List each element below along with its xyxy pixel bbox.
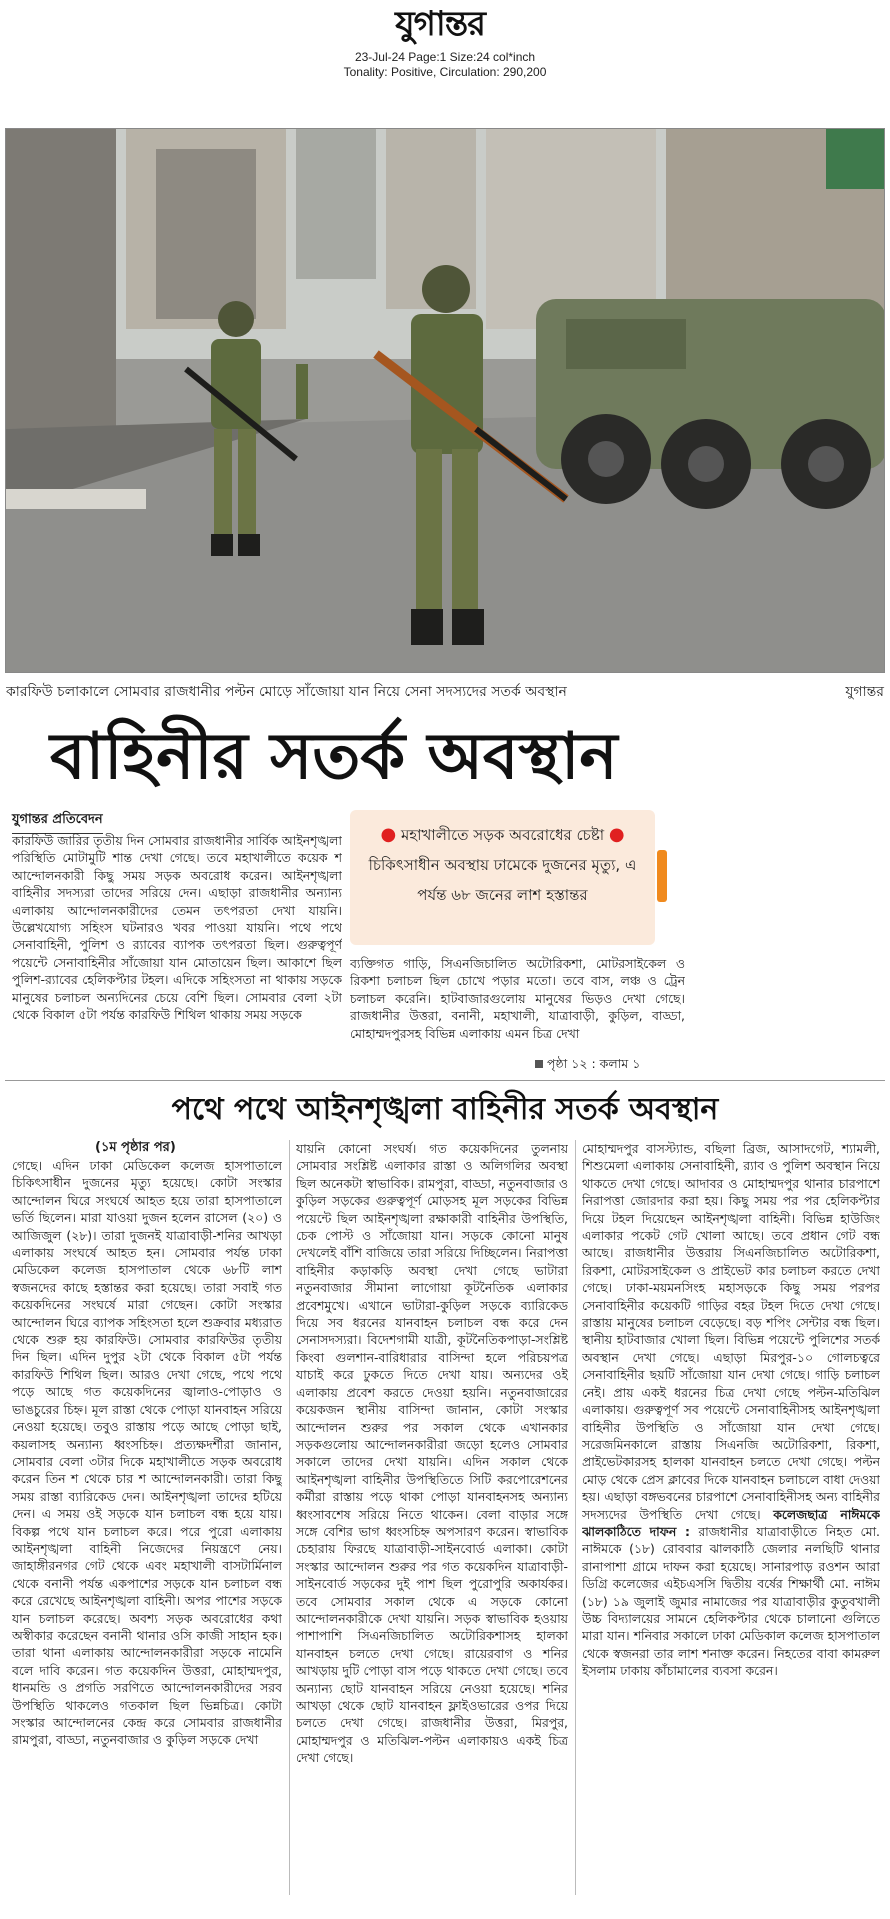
lead-paragraph: কারফিউ জারির তৃতীয় দিন সোমবার রাজধানীর সার্বিক আইনশৃঙ্খলা পরিস্থিতি মোটামুটি শান্ত দেখা গেছে। তবে মহাখালীতে কয়েক শ আন্দোলনকারী কিছু সময় সড়ক অবরোধ করেন। আইনশৃঙ্খলা বাহিনীর সদস্যরা তাদের সরিয়ে দেন। এছাড়া রাজধানীর অন্যান্য এলাকায় আন্দোলনকারীদের তেমন তৎপরতা দেখা যায়নি। উল্লেখযোগ্য সহিংস ঘটনারও খবর পাওয়া যায়নি। পথে পথে সেনাবাহিনী, পুলিশ ও র‌্যাবের ব্যাপক তৎপরতা ছিল। গুরুত্বপূর্ণ পয়েন্টে সেনাবাহিনীর সাঁজোয়া যান মোতায়েন ছিল। আকাশে ছিল পুলিশ-র‌্যাবের হেলিকপ্টার টহল। এদিকে সহিংসতা না থাকায় সড়কে মানুষের চলাচল অন্যদিনের চেয়ে বেশি ছিল। সোমবার বেলা ২টা থেকে বিকাল ৫টা পর্যন্ত কারফিউ শিথিল থাকায় সময় সড়কে [12, 833, 342, 1023]
news-photo [5, 128, 885, 673]
pull-quote-accent-tab [657, 850, 667, 902]
continued-from-label: (১ম পৃষ্ঠার পর) [95, 1140, 176, 1155]
continued-on [535, 1056, 640, 1076]
pull-quote-line-1: মহাখালীতে সড়ক অবরোধের চেষ্টা [400, 826, 605, 844]
square-bullet-icon [535, 1060, 543, 1068]
body-column-3-text-b: রাজধানীর যাত্রাবাড়ীতে নিহত মো. নাঈমকে (১৮) রোববার ঝালকাঠি জেলার নলছিটি থানার রানাপাশা গ্রামে দাফন করা হয়েছে। সানারপাড় রওশন আরা ডিগ্রি কলেজের এইচএসসি দ্বিতীয় বর্ষের শিক্ষার্থী মো. নাঈম (১৮) ১৯ জুলাই জুমার নামাজের পর যাত্রাবাড়ীর কুতুবখালী উচ্চ বিদ্যালয়ের সামনে হেলিকপ্টার থেকে চালানো গুলিতে মারা যান। শনিবার সকালে ঢাকা মেডিকাল কলেজ হাসপাতাল থেকে স্বজনরা তার লাশ শনাক্ত করেন। নিহতের বাবা কামরুল ইসলাম ঢাকায় কাঁচামালের ব্যবসা করেন। [582, 1523, 880, 1679]
lead-paragraph-continued: ব্যক্তিগত গাড়ি, সিএনজিচালিত অটোরিকশা, মোটরসাইকেল ও রিকশা চলাচল ছিল চোখে পড়ার মতো। তবে বাস, লঞ্চ ও ট্রেন চলাচল করেনি। হাটবাজারগুলোয় মানুষের ভিড়ও দেখা গেছে। রাজধানীর উত্তরা, বনানী, মহাখালী, যাত্রাবাড়ী, কুড়িল, বাড্ডা, মোহাম্মদপুরসহ বিভিন্ন এলাকায় এমন চিত্র দেখা [350, 956, 685, 1041]
continued-on-label: পৃষ্ঠা ১২ : কলাম ১ [547, 1056, 641, 1071]
pull-quote [350, 810, 655, 945]
newspaper-logo: যুগান্তর [395, 4, 485, 44]
pull-quote-line-2: চিকিৎসাধীন অবস্থায় ঢামেকে দুজনের মৃত্যু, এ পর্যন্ত ৬৮ জনের লাশ হস্তান্তর [368, 856, 637, 904]
column-rule [289, 1140, 290, 1895]
bullet-dot-icon: ● [380, 824, 397, 845]
column-rule [575, 1140, 576, 1895]
bullet-dot-icon: ● [608, 824, 625, 845]
clipping-meta-tonality: Tonality: Positive, Circulation: 290,200 [343, 65, 547, 79]
photo-caption: কারফিউ চলাকালে সোমবার রাজধানীর পল্টন মোড়ে সাঁজোয়া যান নিয়ে সেনা সদস্যদের সতর্ক অবস্থান [6, 684, 567, 700]
section-divider [5, 1080, 885, 1081]
body-column-3 [582, 1140, 880, 1897]
sub-section-heading: কলেজছাত্র নাঈমকে ঝালকাঠিতে দাফন : [582, 1506, 880, 1539]
masthead [0, 0, 890, 100]
clipping-meta-date: 23-Jul-24 Page:1 Size:24 col*inch [354, 50, 536, 64]
body-column-1: গেছে। এদিন ঢাকা মেডিকেল কলেজ হাসপাতালে চিকিৎসাধীন দুজনের মৃত্যু হয়েছে। কোটা সংস্কার আন্দোলন ঘিরে সংঘর্ষে আহত হয়ে তারা হাসপাতালে ভর্তি ছিলেন। মারা যাওয়া দুজন হলেন রাসেল (২০) ও আজিজুল (২৮)। তারা দুজনই যাত্রাবাড়ী-শনির আখড়া এলাকায় সংঘর্ষে আহত হন। সোমবার পর্যন্ত ঢাকা মেডিকেল কলেজ হাসপাতাল থেকে ৬৮টি লাশ স্বজনদের কাছে হস্তান্তর করা হয়েছে। তারা সবাই গত কয়েকদিনের সংঘর্ষে মারা গেছেন। কোটা সংস্কার আন্দোলন ঘিরে ব্যাপক সহিংসতা হলে শুক্রবার মধ্যরাত থেকে শুরু হয় কারফিউ। সোমবার কারফিউর তৃতীয় দিন ছিল। এদিন দুপুর ২টা থেকে বিকাল ৫টা পর্যন্ত কারফিউ শিথিল ছিল। আরও দেখা গেছে, পথে পথে পড়ে আছে গত কয়েকদিনের জ্বালাও-পোড়াও ও ভাঙচুরের চিহ্ন। মূল রাস্তা থেকে পোড়া যানবাহন সরিয়ে নেওয়া হয়েছে। তবুও রাস্তায় পড়ে আছে পোড়া ছাই, কয়লাসহ অন্যান্য ধ্বংসচিহ্ন। প্রত্যক্ষদর্শীরা জানান, সোমবার বেলা ৩টার দিকে মহাখালীতে সড়ক অবরোধ করেন তিন শ থেকে চার শ আন্দোলনকারী। তারা কিছু সময় রাস্তা ব্যারিকেড দেন। আইনশৃঙ্খলা তাদের হটিয়ে দেন। এ সময় ওই সড়কে যান চলাচল বন্ধ হয়ে যায়। বিকল্প পথে যান চলাচল করে। পরে পুরো এলাকায় আইনশৃঙ্খলা বাহিনী নিজেদের নিয়ন্ত্রণে নেয়। জাহাঙ্গীরনগর গেট থেকে এবং মহাখালী বাসটার্মিনাল থেকে বনানী পর্যন্ত একপাশের সড়কে যান চলাচল বন্ধ করে রেখেছে আইনশৃঙ্খলা বাহিনী। অপর পাশের সড়কে যান চলাচল করেছে। অবশ্য সড়ক অবরোধের কথা অস্বীকার করেছেন বনানী থানার ওসি কাজী সাহান হক। তারা থানা এলাকায় আন্দোলনকারীরা সড়কে নামেনি বলে দাবি করেন। গত কয়েকদিন উত্তরা, মোহাম্মদপুর, ধানমন্ডি ও প্রগতি সরণিতে আন্দোলনকারীদের সরব উপস্থিতি থাকলেও গতকাল ছিল ভিন্নচিত্র। কোটা সংস্কার আন্দোলনের কেন্দ্র করে সোমবার রাজধানীর রামপুরা, বাড্ডা, নতুনবাজার ও কুড়িল সড়কে দেখা [12, 1158, 282, 1748]
body-column-2: যায়নি কোনো সংঘর্ষ। গত কয়েকদিনের তুলনায় সোমবার সংশ্লিষ্ট এলাকার রাস্তা ও অলিগলির অবস্থা ছিল অনেকটা স্বাভাবিক। রামপুরা, বাড্ডা, নতুনবাজার ও কুড়িল সড়কের গুরুত্বপূর্ণ মোড়সহ মূল সড়কের বিভিন্ন পয়েন্টে ছিল আইনশৃঙ্খলা রক্ষাকারী বাহিনীর উপস্থিতি, চেক পোস্ট ও সাঁজোয়া যান। সড়কে কোনো মানুষ দেখলেই বাঁশি বাজিয়ে তারা সরিয়ে দিচ্ছিলেন। নিরাপত্তা বাহিনীর কড়াকড়ি অবস্থা দেখা গেছে ভাটারা নতুনবাজার সীমানা লাগোয়া কূটনৈতিক এলাকার প্রবেশমুখে। এখানে ভাটারা-কুড়িল সড়কে ব্যারিকেড দিয়ে সব ধরনের যানবাহন চলাচল বন্ধ করে দেন সেনাসদস্যরা। বিদেশগামী যাত্রী, কূটনৈতিকপাড়া-সংশ্লিষ্ট কিংবা গুলশান-বারিধারার বাসিন্দা হলে পরিচয়পত্র যাচাই করে ঢুকতে দিতে দেখা যায়। অন্যদের ওই এলাকায় প্রবেশ করতে দেওয়া হয়নি। নতুনবাজারের কয়েকজন স্থানীয় বাসিন্দা জানান, কোটা সংস্কার আন্দোলন শুরুর পর সকাল থেকে এখানকার সড়কগুলোয় আন্দোলনকারীরা জড়ো হলেও সোমবার সকালে তাদের দেখা যায়নি। এদিন সকাল থেকে আইনশৃঙ্খলা বাহিনীর উপস্থিতিতে সিটি করপোরেশনের কর্মীরা রাস্তায় পড়ে থাকা পোড়া যানবাহনসহ অন্যান্য ধ্বংসাবশেষ সরিয়ে নিতে থাকেন। বেলা বাড়ার সঙ্গে সঙ্গে বেশির ভাগ ধ্বংসচিহ্ন অপসারণ করেন। স্বাভাবিক চেহারায় ফিরছে যাত্রাবাড়ী-সাইনবোর্ড এলাকা। কোটা সংস্কার আন্দোলন শুরুর পর গত কয়েকদিন যাত্রাবাড়ী-সাইনবোর্ড সড়কের দুই পাশ ছিল পুরোপুরি অকার্যকর। তবে সোমবার সকাল থেকে এ সড়কে কোনো আন্দোলনকারীকে দেখা যায়নি। সড়ক স্বাভাবিক হওয়ায় পাশাপাশি সিএনজিচালিত অটোরিকশাসহ হালকা যানবাহন চলতে দেখা গেছে। রায়েরবাগ ও শনির আখড়ায় দুটি পোড়া বাস পড়ে থাকতে দেখা গেছে। তবে অন্যান্য ছোট যানবাহন সরিয়ে নেওয়া হয়েছে। শনির আখড়া থেকে ছোট যানবাহন ফ্লাইওভারের ওপর দিয়ে চলতে দেখা গেছে। রাজধানীর উত্তরা, মিরপুর, মোহাম্মদপুর ও মতিঝিল-পল্টন এলাকায়ও একই চিত্র দেখা গেছে। [296, 1141, 568, 1766]
byline: যুগান্তর প্রতিবেদন [12, 810, 103, 834]
photo-credit: যুগান্তর [845, 684, 884, 700]
body-column-3-text: মোহাম্মদপুর বাসস্ট্যান্ড, বছিলা ব্রিজ, আসাদগেট, শ্যামলী, শিশুমেলা এলাকায় সেনাবাহিনী, র‌্যাব ও পুলিশ অবস্থান নিয়ে থাকতে দেখা গেছে। আদাবর ও মোহাম্মদপুর থানার চারপাশে নিরাপত্তা জোরদার করা হয়। কিছু সময় পর পর হেলিকপ্টার দিয়ে টহল দিয়েছেন আইনশৃঙ্খলা বাহিনী। বিভিন্ন হাউজিং এলাকার পকেট গেট খোলা আছে। তবে প্রধান গেট বন্ধ আছে। রাজধানীর উত্তরায় সিএনজিচালিত অটোরিকশা, রিকশা, মোটরসাইকেল ও প্রাইভেট কার চলাচল করতে দেখা গেছে। ঢাকা-ময়মনসিংহ মহাসড়কে কিছু সময় পরপর সেনাবাহিনীর কয়েকটি গাড়ির বহর টহল দিতে দেখা গেছে। রাস্তায় মানুষের চলাচল বেড়েছে। বড় শপিং সেন্টার বন্ধ ছিল। স্থানীয় হাটবাজার খোলা ছিল। বিভিন্ন পয়েন্টে পুলিশের সতর্ক অবস্থান দেখা গেছে। এছাড়া মিরপুর-১০ গোলচত্বরে সেনাবাহিনীর ছয়টি সাঁজোয়া যান দেখা গেছে। গাড়ি চলাচল নেই। প্রায় একই ধরনের চিত্র দেখা গেছে পল্টন-মতিঝিল এলাকায়। গুরুত্বপূর্ণ সব পয়েন্টে সেনাবাহিনীসহ আইনশৃঙ্খলা বাহিনীর উপস্থিতি ও সাঁজোয়া যান দেখা গেছে। সরেজমিনকালে রাস্তায় সিএনজি অটোরিকশা, রিকশা, প্রাইভেটকারসহ হালকা যানবাহন চলতে দেখা গেছে। পল্টন মোড় থেকে প্রেস ক্লাবের দিকে যানবাহন চলাচলে বাধা দেওয়া হয়। এছাড়া বঙ্গভবনের চারপাশে সেনাবাহিনীসহ অন্য বাহিনীর সদস্যদের উপস্থিতি দেখা গেছে। [582, 1141, 880, 1522]
continuation-headline: পথে পথে আইনশৃঙ্খলা বাহিনীর সতর্ক অবস্থান [171, 1092, 719, 1127]
main-headline: বাহিনীর সতর্ক অবস্থান [50, 719, 618, 794]
soldiers-street-illustration [6, 129, 885, 673]
